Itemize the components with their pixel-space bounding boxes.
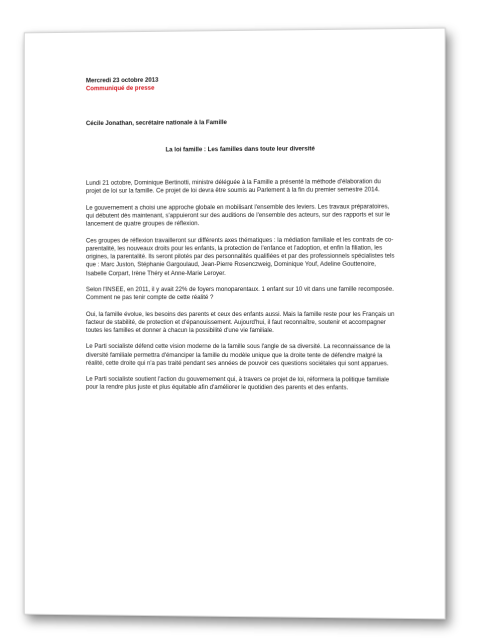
paragraph: Le Parti socialiste défend cette vision moderne de la famille sous l'angle de sa diversité. La reconnaissance de la diversité familiale permettra d'émanciper la famille du modèle unique que la droite tente de défendre malgré la réalité, cette droite qui n'a pas traité pendant ses années de pouvoir ces questions sociétales qui sont apparues. — [85, 343, 391, 368]
body-text — [86, 178, 396, 393]
paragraph: Oui, la famille évolue, les besoins des parents et ceux des enfants aussi. Mais la famille reste pour les Français un facteur de stabilité, de protection et d'épanouissement. Aujourd'hui, il faut reconnaître, soutenir et accompagner toutes les familles et donner à chacun la possibilité d'une vie familiale. — [85, 310, 395, 335]
paragraph: Le Parti socialiste soutient l'action du gouvernement qui, à travers ce projet de loi, réformera la politique familiale pour la rendre plus juste et plus équitable afin d'améliorer le quotidien des parents et des enfants. — [85, 375, 390, 392]
paragraph: Le gouvernement a choisi une approche globale en mobilisant l'ensemble des leviers. Les travaux préparatoires, qui débutent dès maintenant, s'appuieront sur des auditions de l'ensemble des acteurs, sur des rapports et sur le lancement de quatre groupes de réflexion. — [85, 202, 391, 228]
document-type-label: Communiqué de presse — [85, 85, 155, 93]
press-release — [86, 74, 396, 401]
paragraph: Selon l'INSEE, en 2011, il y avait 22% de foyers monoparentaux. 1 enfant sur 10 vit dans une famille recomposée. Comment ne pas tenir compte de cette réalité ? — [85, 285, 394, 302]
document-title: La loi famille : Les familles dans toute leur diversité — [165, 145, 315, 154]
document-page — [24, 28, 446, 620]
paragraph: Lundi 21 octobre, Dominique Bertinotti, ministre déléguée à la Famille a présenté la méthode d'élaboration du projet de loi sur la famille. Ce projet de loi devra être soumis au Parlement à la fin du premier semestre 2014. — [85, 178, 381, 196]
paragraph: Ces groupes de réflexion travailleront sur différents axes thématiques : la médiation familiale et les contrats de co-parentalité, les nouveaux droits pour les enfants, la protection de l'enfance et l'adoption, et enfin la filiation, les origines, la parentalité. Ils seront pilotés par des personnalités qualifiées et par des professionnels spécialistes tels que : Marc Juston, Stéphanie Gargoulaud, Jean-Pierre Rosenczweig, Dominique Youf, Adeline Gouttenoire, Isabelle Corpart, Irène Théry et Anne-Marie Leroyer. — [85, 235, 395, 277]
document-date: Mercredi 23 octobre 2013 — [85, 76, 159, 85]
author-line: Cécile Jonathan, secrétaire nationale à la Famille — [85, 118, 227, 127]
